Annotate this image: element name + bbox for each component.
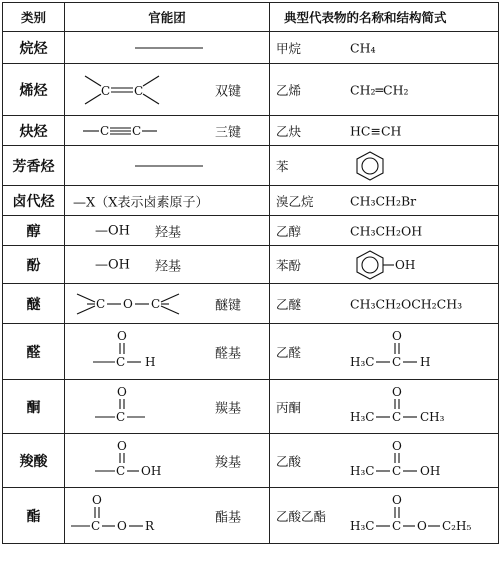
row-category: 烷烃 <box>3 32 65 64</box>
atom-label: O <box>92 493 102 507</box>
functional-group-table <box>2 2 499 544</box>
atom-label: H₃C <box>350 519 375 533</box>
row-category: 烯烃 <box>3 64 65 116</box>
row-category: 炔烃 <box>3 116 65 146</box>
example-name: 苯 <box>276 158 289 174</box>
row-example <box>270 32 499 64</box>
group-name: 双键 <box>214 84 241 99</box>
row-example <box>270 64 499 116</box>
atom-label: H <box>145 355 156 369</box>
atom-label: O <box>392 439 402 453</box>
example-name: 溴乙烷 <box>276 193 314 209</box>
atom-label: H₃C <box>350 355 375 369</box>
acetaldehyde-structure <box>270 324 499 380</box>
atom-label: O <box>117 439 127 453</box>
example-name: 乙酸乙酯 <box>276 508 327 524</box>
row-category: 酮 <box>3 380 65 434</box>
example-name: 甲烷 <box>276 40 302 56</box>
row-example <box>270 380 499 434</box>
example-name: 乙炔 <box>276 123 302 139</box>
group-name: 羟基 <box>155 225 182 240</box>
atom-label: C₂H₅ <box>442 519 472 533</box>
atom-label: C <box>96 297 106 311</box>
atom-label: H <box>420 355 431 369</box>
row-functional-group <box>65 284 270 324</box>
table-row <box>3 116 499 146</box>
atom-label: O <box>117 329 127 343</box>
atom-label: OH <box>141 464 162 478</box>
example-name: 乙醚 <box>276 296 302 312</box>
row-functional-group <box>65 216 270 246</box>
atom-label: C <box>151 297 161 311</box>
atom-label: O <box>392 493 402 507</box>
no-group-dash <box>65 32 270 64</box>
header-representative: 典型代表物的名称和结构简式 <box>270 3 499 32</box>
atom-label: C <box>392 464 402 478</box>
row-category: 醛 <box>3 324 65 380</box>
row-category: 醚 <box>3 284 65 324</box>
row-category: 醇 <box>3 216 65 246</box>
atom-label: H₃C <box>350 410 375 424</box>
table-row <box>3 284 499 324</box>
atom-label: O <box>417 519 427 533</box>
table-header-row <box>3 3 499 32</box>
group-name: 羧基 <box>214 455 241 470</box>
atom-label: C <box>91 519 101 533</box>
row-functional-group <box>65 488 270 544</box>
row-category: 芳香烃 <box>3 146 65 186</box>
row-example <box>270 216 499 246</box>
row-example <box>270 116 499 146</box>
table-row <box>3 186 499 216</box>
acetone-structure <box>270 380 499 434</box>
group-name: 醛基 <box>214 346 241 361</box>
example-name: 丙酮 <box>276 399 302 415</box>
row-functional-group <box>65 32 270 64</box>
table-row <box>3 64 499 116</box>
row-example <box>270 246 499 284</box>
header-functional-group: 官能团 <box>65 3 270 32</box>
atom-label: C <box>116 464 126 478</box>
group-text: —OH <box>95 257 130 272</box>
example-name: 乙烯 <box>276 82 302 98</box>
atom-label: C <box>392 355 402 369</box>
atom-label: C <box>132 124 142 138</box>
example-name: 乙醇 <box>276 223 302 239</box>
group-name: 醚键 <box>214 298 241 313</box>
header-category: 类别 <box>3 3 65 32</box>
table-row <box>3 324 499 380</box>
row-functional-group <box>65 64 270 116</box>
row-functional-group <box>65 434 270 488</box>
table-row <box>3 216 499 246</box>
benzene-ring-icon <box>270 146 499 186</box>
example-formula: CH₃CH₂OH <box>350 223 423 238</box>
atom-label: C <box>116 355 126 369</box>
table-row <box>3 434 499 488</box>
example-name: 乙醛 <box>276 344 302 360</box>
row-functional-group <box>65 186 270 216</box>
group-name: 羰基 <box>214 401 241 416</box>
row-functional-group <box>65 146 270 186</box>
atom-label: C <box>100 124 110 138</box>
group-text: —X（X表示卤素原子） <box>73 195 209 210</box>
row-functional-group <box>65 116 270 146</box>
atom-label: O <box>117 519 127 533</box>
example-formula: HC≡CH <box>350 123 402 138</box>
atom-label: C <box>116 410 126 424</box>
example-formula: CH₂═CH₂ <box>350 82 409 97</box>
row-category: 卤代烃 <box>3 186 65 216</box>
acetic-acid-structure <box>270 434 499 488</box>
table-row <box>3 32 499 64</box>
atom-label: C <box>392 410 402 424</box>
atom-label: O <box>117 385 127 399</box>
atom-label: O <box>123 297 133 311</box>
group-text: —OH <box>95 223 130 238</box>
atom-label: H₃C <box>350 464 375 478</box>
group-name: 三键 <box>214 125 241 140</box>
phenol-structure <box>270 246 499 284</box>
table-row <box>3 146 499 186</box>
row-functional-group <box>65 324 270 380</box>
table-row <box>3 380 499 434</box>
row-category: 酯 <box>3 488 65 544</box>
atom-label: C <box>392 519 402 533</box>
atom-label: O <box>392 385 402 399</box>
row-category: 酚 <box>3 246 65 284</box>
example-formula: CH₄ <box>350 40 376 55</box>
atom-label: CH₃ <box>420 410 445 424</box>
atom-label: OH <box>420 464 441 478</box>
example-name: 苯酚 <box>276 257 302 273</box>
row-example <box>270 324 499 380</box>
row-functional-group <box>65 246 270 284</box>
row-example <box>270 146 499 186</box>
no-group-dash <box>65 146 270 186</box>
group-name: 酯基 <box>214 510 241 525</box>
row-example <box>270 284 499 324</box>
row-example <box>270 488 499 544</box>
atom-label: R <box>145 519 155 533</box>
row-category: 羧酸 <box>3 434 65 488</box>
atom-label: C <box>101 84 111 98</box>
group-name: 羟基 <box>155 259 182 274</box>
example-name: 乙酸 <box>276 453 302 469</box>
atom-label: OH <box>395 258 416 272</box>
example-formula: CH₃CH₂OCH₂CH₃ <box>350 296 463 311</box>
example-formula: CH₃CH₂Br <box>350 193 417 208</box>
atom-label: O <box>392 329 402 343</box>
atom-label: C <box>134 84 144 98</box>
table-row <box>3 246 499 284</box>
row-functional-group <box>65 380 270 434</box>
row-example <box>270 434 499 488</box>
row-example <box>270 186 499 216</box>
table-row <box>3 488 499 544</box>
ethyl-acetate-structure <box>270 488 499 544</box>
